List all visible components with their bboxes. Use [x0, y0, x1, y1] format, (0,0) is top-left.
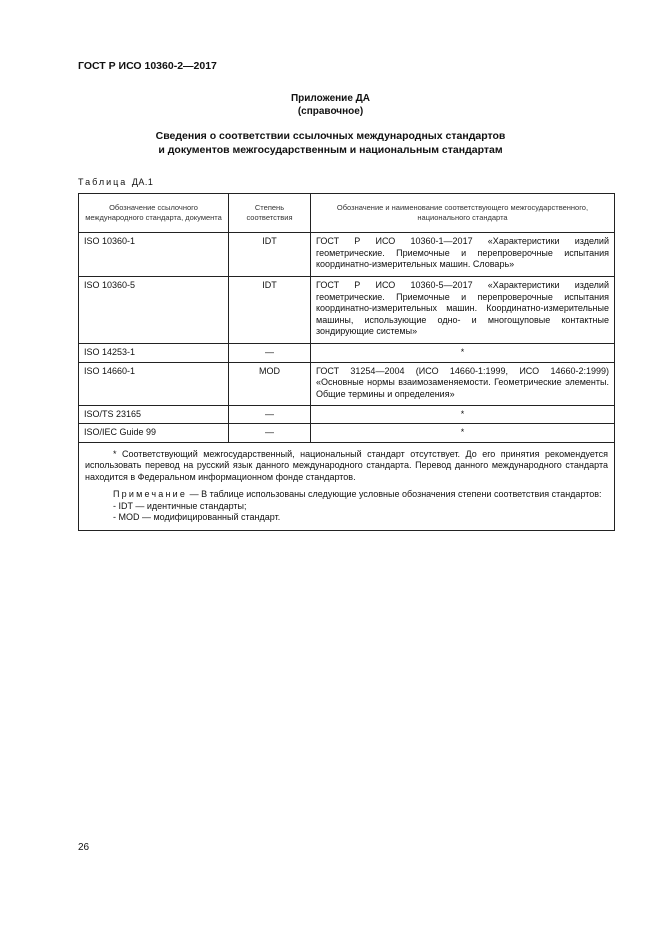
- table-caption: [78, 177, 153, 187]
- appendix-kind: (справочное): [297, 106, 364, 117]
- cell-degree: MOD: [229, 362, 311, 405]
- cell-reference-code: ISO 14253-1: [79, 344, 229, 363]
- footnote-text: * Соответствующий межгосударственный, национальный стандарт отсутствует. До его принятия рекомендуется использовать перевод на русский язык данного международного стандарта. Перевод данного международного стандарта находится в Федеральном информационном фонде стандартов.: [85, 448, 608, 482]
- table-row: [79, 233, 615, 277]
- table-row: [79, 277, 615, 344]
- header-col-degree: Степень соответствия: [229, 194, 311, 233]
- note-paragraph: [85, 489, 608, 501]
- cell-reference-code: ISO/IEC Guide 99: [79, 424, 229, 443]
- header-col-national-standard: Обозначение и наименование соответствующего межгосударственного, национального стандарта: [311, 194, 615, 233]
- cell-reference-code: ISO 14660-1: [79, 362, 229, 405]
- cell-national-standard: ГОСТ Р ИСО 10360-5—2017 «Характеристики изделий геометрические. Приемочные и перепроверочные испытания координатно-измерительных машин. Координатно-измерительные машины, использующие одно- и многощуповые контактные зондирующие системы»: [311, 277, 615, 344]
- table-notes-row: [79, 442, 615, 530]
- table-caption-number: ДА.1: [131, 177, 154, 187]
- header-col-reference: Обозначение ссылочного международного стандарта, документа: [79, 194, 229, 233]
- cell-national-standard: *: [311, 424, 615, 443]
- table-notes: [79, 442, 615, 530]
- page-number: 26: [78, 842, 90, 853]
- correspondence-table: [78, 193, 615, 531]
- cell-degree: —: [229, 405, 311, 424]
- note-text: — В таблице использованы следующие условные обозначения степени соответствия стандартов:: [187, 489, 602, 499]
- cell-reference-code: ISO/TS 23165: [79, 405, 229, 424]
- cell-degree: IDT: [229, 233, 311, 277]
- cell-national-standard: ГОСТ Р ИСО 10360-1—2017 «Характеристики изделий геометрические. Приемочные и перепроверочные испытания координатно-измерительных машин. Словарь»: [311, 233, 615, 277]
- note-item: - MOD — модифицированный стандарт.: [113, 512, 281, 522]
- cell-national-standard: *: [311, 344, 615, 363]
- note-label: Примечание: [113, 489, 188, 499]
- cell-reference-code: ISO 10360-1: [79, 233, 229, 277]
- cell-degree: —: [229, 344, 311, 363]
- appendix-label: Приложение ДА: [290, 93, 371, 104]
- table-header-row: [79, 194, 615, 233]
- cell-national-standard: ГОСТ 31254—2004 (ИСО 14660-1:1999, ИСО 14660-2:1999) «Основные нормы взаимозаменяемости. Геометрические элементы. Общие термины и определения»: [311, 362, 615, 405]
- cell-degree: —: [229, 424, 311, 443]
- appendix-title-line-1: Сведения о соответствии ссылочных международных стандартов: [155, 130, 506, 142]
- table-row: [79, 405, 615, 424]
- table-row: [79, 344, 615, 363]
- appendix-title-line-2: и документов межгосударственным и национальным стандартам: [158, 144, 503, 156]
- appendix-heading: [0, 92, 661, 118]
- table-row: [79, 424, 615, 443]
- document-header-code: ГОСТ Р ИСО 10360-2—2017: [78, 60, 217, 72]
- note-item: - IDT — идентичные стандарты;: [113, 500, 247, 511]
- cell-national-standard: *: [311, 405, 615, 424]
- cell-degree: IDT: [229, 277, 311, 344]
- cell-reference-code: ISO 10360-5: [79, 277, 229, 344]
- appendix-title: [0, 129, 661, 157]
- table-caption-word: Таблица: [78, 177, 128, 187]
- table-row: [79, 362, 615, 405]
